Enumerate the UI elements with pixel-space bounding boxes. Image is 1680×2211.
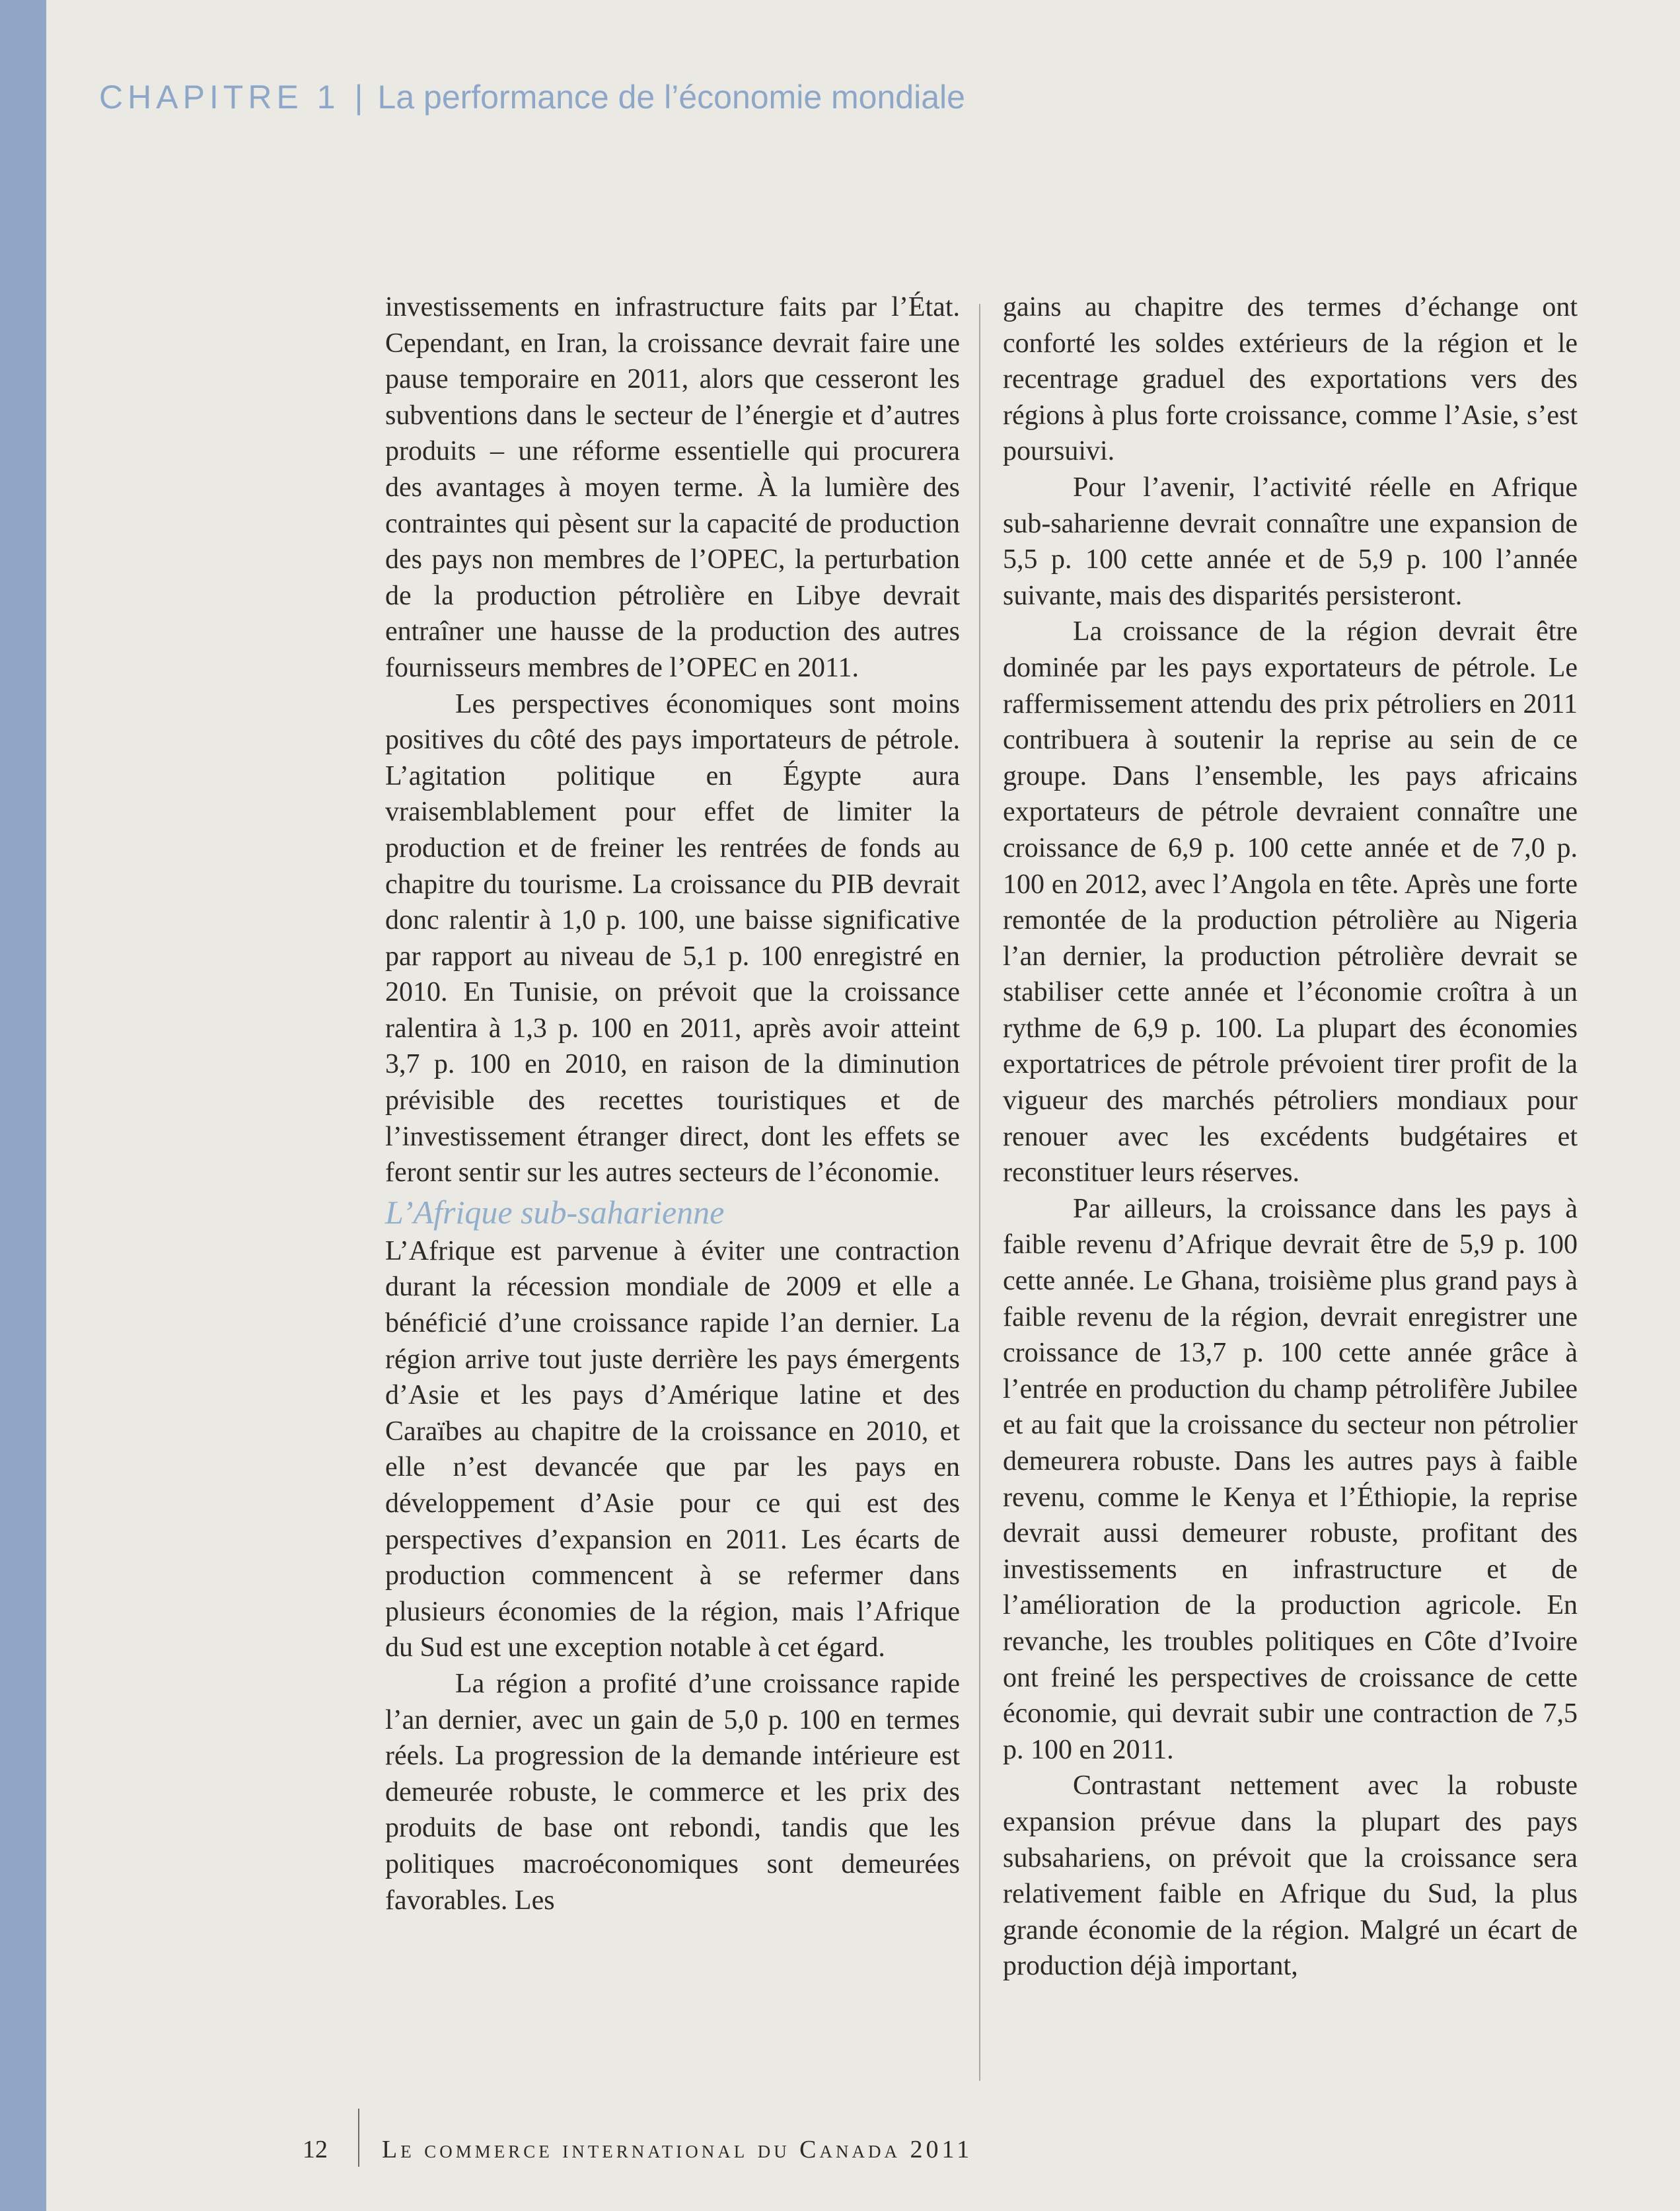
left-column (385, 289, 960, 1918)
paragraph: Par ailleurs, la croissance dans les pays à faible revenu d’Afrique devrait être de 5,9 p. 100 cette année. Le Ghana, troisième plus grand pays à faible revenu de la région, devrait enregistrer une croissance de 13,7 p. 100 cette année grâce à l’entrée en production du champ pétrolifère Jubilee et au fait que la croissance du secteur non pétrolier demeurera robuste. Dans les autres pays à faible revenu, comme le Kenya et l’Éthiopie, la reprise devrait aussi demeurer robuste, profitant des investissements en infrastructure et de l’amélioration de la production agricole. En revanche, les troubles politiques en Côte d’Ivoire ont freiné les perspectives de croissance de cette économie, qui devrait subir une contraction de 7,5 p. 100 en 2011. (1003, 1193, 1578, 1765)
paragraph: L’Afrique est parvenue à éviter une contraction durant la récession mondiale de 2009 et elle a bénéficié d’une croissance rapide l’an dernier. La région arrive tout juste derrière les pays émergents d’Asie et les pays d’Amérique latine et des Caraïbes au chapitre de la croissance en 2010, et elle n’est devancée que par les pays en développement d’Asie pour ce qui est des perspectives d’expansion en 2011. Les écarts de production commencent à se refermer dans plusieurs économies de la région, mais l’Afrique du Sud est une exception notable à cet égard. (385, 1235, 960, 1663)
paragraph: Contrastant nettement avec la robuste expansion prévue dans la plupart des pays subsahariens, on prévoit que la croissance sera relativement faible en Afrique du Sud, la plus grande économie de la région. Malgré un écart de production déjà important, (1003, 1770, 1578, 1982)
page-edge-band (0, 0, 46, 2211)
section-heading: L’Afrique sub-saharienne (385, 1193, 725, 1231)
paragraph: Les perspectives économiques sont moins positives du côté des pays importateurs de pétrole. L’agitation politique en Égypte aura vraisemblablement pour effet de limiter la production et de freiner les rentrées de fonds au chapitre du tourisme. La croissance du PIB devrait donc ralentir à 1,0 p. 100, une baisse significative par rapport au niveau de 5,1 p. 100 enregistré en 2010. En Tunisie, on prévoit que la croissance ralentira à 1,3 p. 100 en 2011, après avoir atteint 3,7 p. 100 en 2010, en raison de la diminution prévisible des recettes touristiques et de l’investissement étranger direct, dont les effets se feront sentir sur les autres secteurs de l’économie. (385, 688, 960, 1188)
paragraph: La croissance de la région devrait être dominée par les pays exportateurs de pétrole. Le raffermissement attendu des prix pétroliers en 2011 contribuera à soutenir la reprise au sein de ce groupe. Dans l’ensemble, les pays africains exportateurs de pétrole devraient connaître une croissance de 6,9 p. 100 cette année et de 7,0 p. 100 en 2012, avec l’Angola en tête. Après une forte remontée de la production pétrolière au Nigeria l’an dernier, la production pétrolière devrait se stabiliser cette année et l’économie croîtra à un rythme de 6,9 p. 100. La plupart des économies exportatrices de pétrole prévoient tirer profit de la vigueur des marchés pétroliers mondiaux pour renouer avec les excédents budgétaires et reconstituer leurs réserves. (1003, 616, 1578, 1188)
right-column (1003, 289, 1578, 1984)
running-header (99, 78, 965, 116)
column-divider (979, 304, 980, 2081)
header-separator: | (354, 79, 363, 116)
paragraph: gains au chapitre des termes d’échange ont conforté les soldes extérieurs de la région et le recentrage graduel des exportations vers des régions à plus forte croissance, comme l’Asie, s’est poursuivi. (1003, 292, 1578, 467)
chapter-title: La performance de l’économie mondiale (377, 79, 965, 116)
chapter-label: CHAPITRE 1 (99, 79, 340, 116)
paragraph: Pour l’avenir, l’activité réelle en Afrique sub-saharienne devrait connaître une expansion de 5,5 p. 100 cette année et de 5,9 p. 100 l’année suivante, mais des disparités persisteront. (1003, 472, 1578, 611)
page-number: 12 (303, 2136, 328, 2163)
paragraph: La région a profité d’une croissance rapide l’an dernier, avec un gain de 5,0 p. 100 en termes réels. La progression de la demande intérieure est demeurée robuste, le commerce et les prix des produits de base ont rebondi, tandis que les politiques macroéconomiques sont demeurées favorables. Les (385, 1668, 960, 1916)
publication-title: Le commerce international du Canada 2011 (382, 2136, 973, 2163)
footer-divider (358, 2109, 359, 2167)
paragraph: investissements en infrastructure faits par l’État. Cependant, en Iran, la croissance devrait faire une pause temporaire en 2011, alors que cesseront les subventions dans le secteur de l’énergie et d’autres produits – une réforme essentielle qui procurera des avantages à moyen terme. À la lumière des contraintes qui pèsent sur la capacité de production des pays non membres de l’OPEC, la perturbation de la production pétrolière en Libye devrait entraîner une hausse de la production des autres fournisseurs membres de l’OPEC en 2011. (385, 292, 960, 683)
